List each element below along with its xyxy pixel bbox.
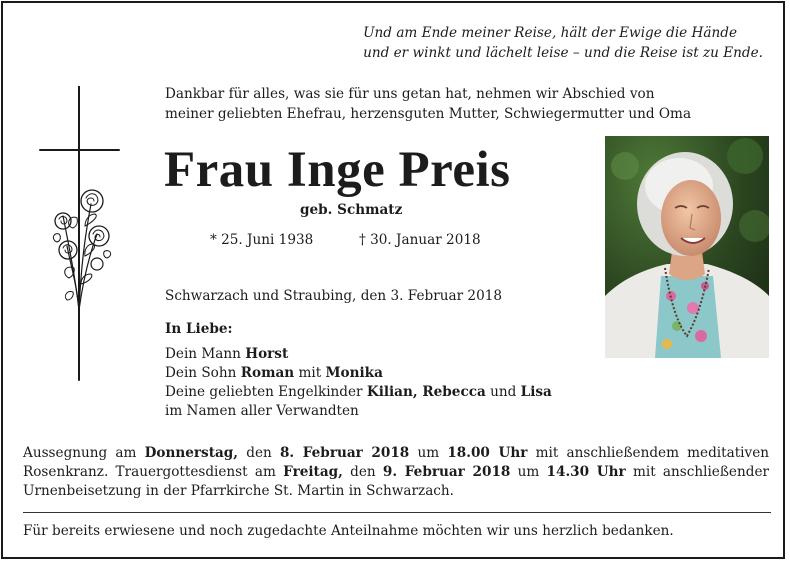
mourner-line-relatives: im Namen aller Verwandten [165,403,359,419]
quote-line-1: Und am Ende meiner Reise, hält der Ewige die Hände [363,25,737,41]
mourner-text: Dein Mann [165,346,246,362]
intro-line-1: Dankbar für alles, was sie für uns getan hat, nehmen wir Abschied von [165,86,655,102]
quote [363,23,763,63]
mourner-text: mit [294,365,326,381]
mourner-line-son [165,364,552,383]
mourner-name: Roman [240,365,295,381]
ceremony-text: mit anschließendem meditativen Rosenkranz. Trauergottesdienst am [23,445,769,480]
ceremony-date: 9. Februar 2018 [382,464,511,480]
place-and-date: Schwarzach und Straubing, den 3. Februar 2018 [165,288,503,304]
mourners-list [165,345,552,421]
death-notice [1,1,785,559]
mourner-text: Deine geliebten Engelkinder [165,384,367,400]
mourner-line-husband [165,345,552,364]
ceremony-text: den [342,464,383,480]
ceremony-text: um [409,445,448,461]
ceremony-day: Donnerstag, [144,445,239,461]
ceremony-date: 8. Februar 2018 [279,445,410,461]
ceremony-day: Freitag, [283,464,343,480]
ceremony-text: Aussegnung am [23,445,145,461]
mourners-label: In Liebe: [165,321,233,337]
divider [23,512,771,513]
ceremony-text: mit anschließender Urnenbeisetzung in der Pfarrkirche St. Martin in Schwarzach. [23,464,769,499]
death-date: † 30. Januar 2018 [359,232,481,248]
portrait-photo [605,136,769,358]
ceremony-time: 14.30 Uhr [546,464,626,480]
intro-text [165,84,691,124]
intro-line-2: meiner geliebten Ehefrau, herzensguten Mutter, Schwiegermutter und Oma [165,106,692,122]
ceremony-text: um [510,464,547,480]
mourner-name: Lisa [520,384,552,400]
mourner-text: und [485,384,521,400]
mourner-name: Horst [245,346,289,362]
maiden-name: geb. Schmatz [300,202,403,218]
cross-with-roses-icon [39,86,123,386]
ceremony-time: 18.00 Uhr [447,445,528,461]
quote-line-2: und er winkt und lächelt leise – und die Reise ist zu Ende. [363,45,763,61]
mourner-text: Dein Sohn [165,365,241,381]
thanks-text: Für bereits erwiesene und noch zugedachte Anteilnahme möchten wir uns herzlich bedanken. [23,523,674,539]
ceremony-details [23,444,769,501]
mourner-line-grandchildren [165,383,552,402]
ceremony-text: den [238,445,280,461]
mourner-name: Kilian, Rebecca [366,384,486,400]
deceased-name: Frau Inge Preis [164,142,511,198]
mourner-name: Monika [325,365,383,381]
birth-date: * 25. Juni 1938 [210,232,314,248]
